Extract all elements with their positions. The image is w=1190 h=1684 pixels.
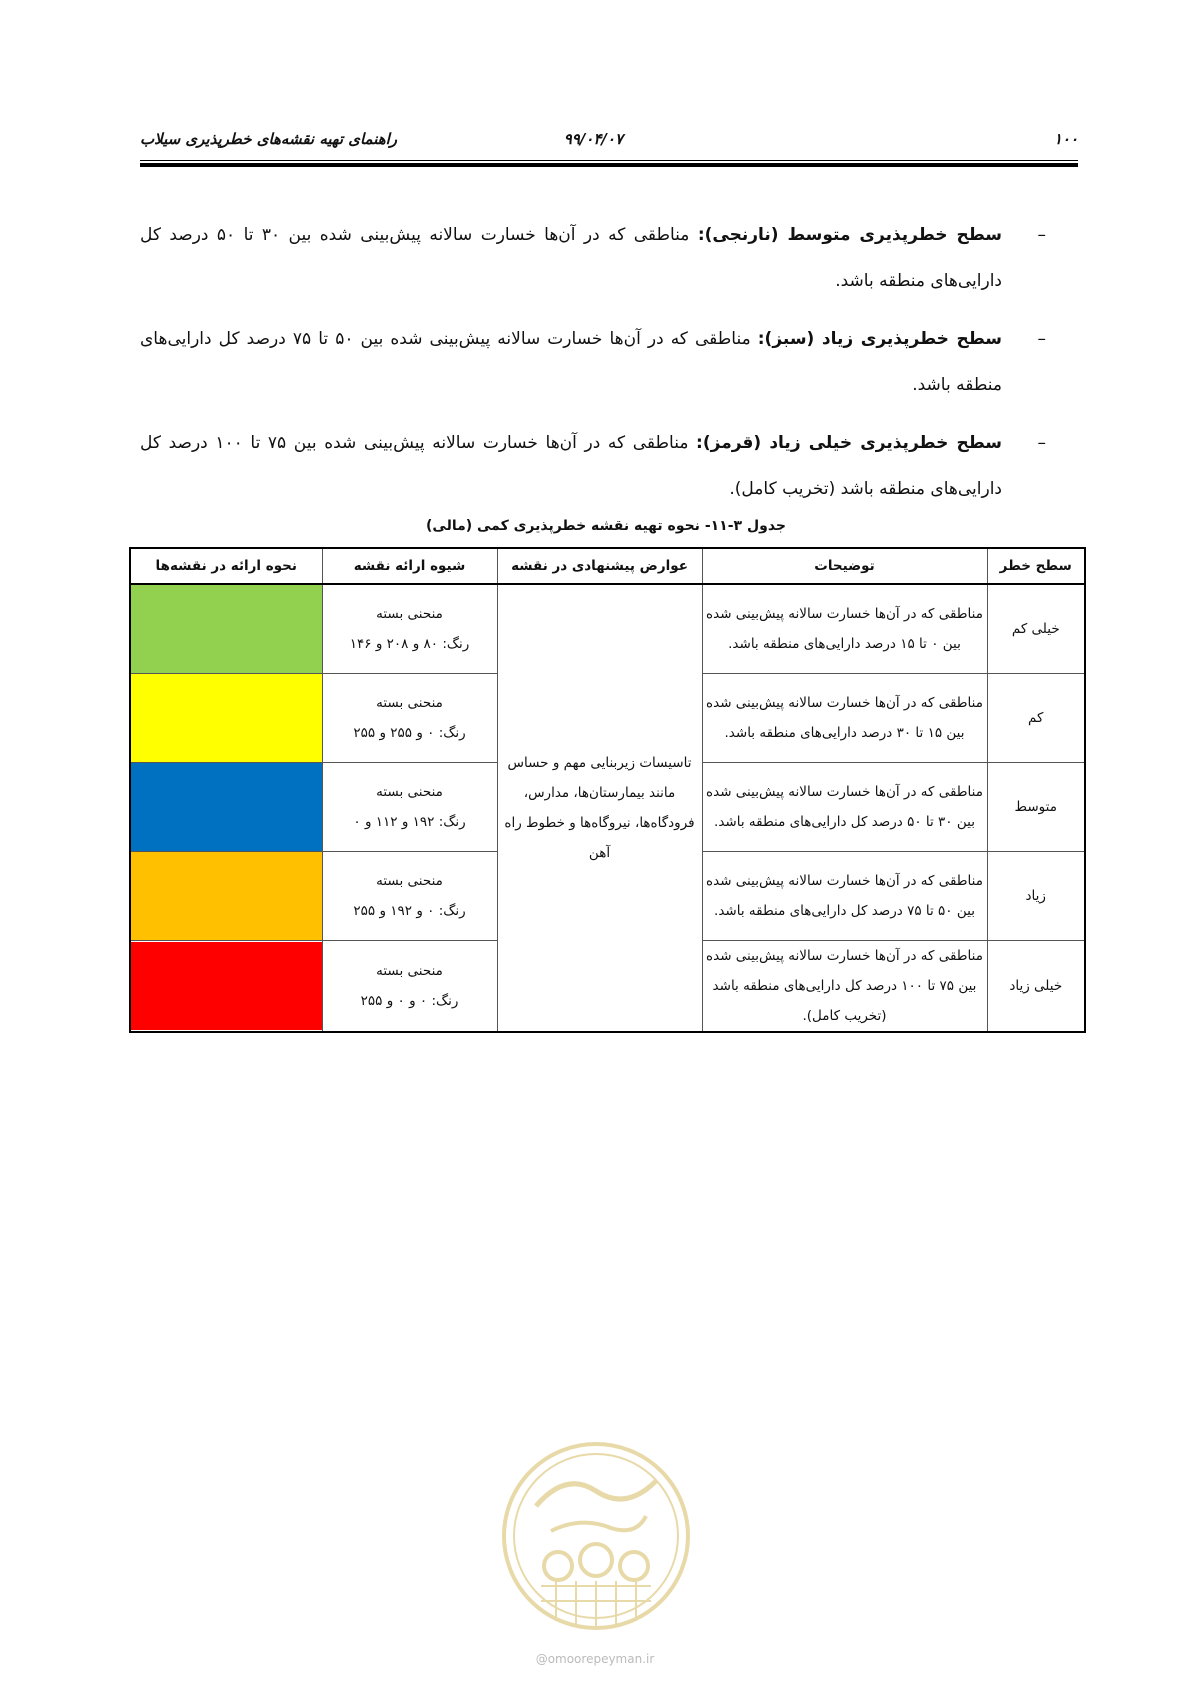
color-swatch [131,763,322,851]
header-rule-thick [140,163,1078,167]
header-rule [140,160,1078,161]
method-color-values: رنگ: ۸۰ و ۲۰۸ و ۱۴۶ [349,636,470,652]
risk-table [129,547,1086,1033]
presentation-cell [130,852,322,941]
map-method [322,852,497,941]
method-color-values: رنگ: ۱۹۲ و ۱۱۲ و ۰ [353,814,466,830]
bullet-dash: – [1037,225,1046,245]
bullet-dash: – [1037,329,1046,349]
color-swatch [131,674,322,762]
risk-level: خیلی زیاد [987,941,1085,1033]
method-color-values: رنگ: ۰ و ۱۹۲ و ۲۵۵ [353,903,466,919]
map-method [322,674,497,763]
method-color-values: رنگ: ۰ و ۰ و ۲۵۵ [360,993,459,1009]
header-map-method: شیوه ارائه نقشه [322,548,497,584]
color-swatch [131,852,322,940]
header-description: توضیحات [702,548,987,584]
header-risk-level: سطح خطر [987,548,1085,584]
method-line: منحنی بسته [376,695,443,711]
watermark-seal-icon [504,1444,688,1628]
map-method [322,584,497,674]
color-swatch [131,942,322,1030]
suggested-features: تاسیسات زیربنایی مهم و حساس مانند بیمارستان‌ها، مدارس، فرودگاه‌ها، نیروگاه‌ها و خطوط راه آهن [497,584,702,1032]
method-line: منحنی بسته [376,873,443,889]
table-caption: جدول ۳-۱۱- نحوه تهیه نقشه خطرپذیری کمی (مالی) [426,518,786,534]
watermark-url: @omoorepeyman.ir [535,1652,655,1666]
risk-level: متوسط [987,763,1085,852]
risk-level: کم [987,674,1085,763]
watermark-logo [496,1436,696,1636]
bullet-term: سطح خطرپذیری متوسط (نارنجی): [697,225,1003,245]
page-number: ۱۰۰ [1053,130,1078,148]
map-method [322,763,497,852]
method-line: منحنی بسته [376,963,443,979]
header-suggested-features: عوارض پیشنهادی در نقشه [497,548,702,584]
presentation-cell [130,763,322,852]
header-title: راهنمای تهیه نقشه‌های خطرپذیری سیلاب [140,130,398,148]
table-row [130,584,1085,674]
risk-description: مناطقی که در آن‌ها خسارت سالانه پیش‌بینی شده بین ۰ تا ۱۵ درصد دارایی‌های منطقه باشد. [702,584,987,674]
risk-level: خیلی کم [987,584,1085,674]
color-swatch [131,585,322,673]
method-line: منحنی بسته [376,606,443,622]
bullet-item [140,420,1046,512]
presentation-cell [130,584,322,674]
bullet-item [140,316,1046,408]
presentation-cell [130,674,322,763]
risk-description: مناطقی که در آن‌ها خسارت سالانه پیش‌بینی شده بین ۳۰ تا ۵۰ درصد کل دارایی‌های منطقه باشد. [702,763,987,852]
header-date: ۹۹/۰۴/۰۷ [563,130,623,148]
method-color-values: رنگ: ۰ و ۲۵۵ و ۲۵۵ [353,725,466,741]
bullet-item [140,212,1046,304]
bullet-list [140,212,1046,524]
risk-description: مناطقی که در آن‌ها خسارت سالانه پیش‌بینی شده بین ۵۰ تا ۷۵ درصد کل دارایی‌های منطقه باشد. [702,852,987,941]
bullet-term: سطح خطرپذیری زیاد (سبز): [757,329,1002,349]
risk-level: زیاد [987,852,1085,941]
bullet-dash: – [1037,433,1046,453]
header-map-presentation: نحوه ارائه در نقشه‌ها [130,548,322,584]
bullet-text: مناطقی که در آن‌ها خسارت سالانه پیش‌بینی شده بین ۳۰ تا ۵۰ درصد کل دارایی‌های منطقه باشد. [140,225,1002,291]
page-header [140,128,1078,156]
method-line: منحنی بسته [376,784,443,800]
bullet-text: مناطقی که در آن‌ها خسارت سالانه پیش‌بینی شده بین ۵۰ تا ۷۵ درصد کل دارایی‌های منطقه باشد. [140,329,1002,395]
presentation-cell [130,941,322,1033]
bullet-term: سطح خطرپذیری خیلی زیاد (قرمز): [696,433,1002,453]
bullet-text: مناطقی که در آن‌ها خسارت سالانه پیش‌بینی شده بین ۷۵ تا ۱۰۰ درصد کل دارایی‌های منطقه باشد (تخریب کامل). [140,433,1002,499]
table-header-row [130,548,1085,584]
risk-description: مناطقی که در آن‌ها خسارت سالانه پیش‌بینی شده بین ۷۵ تا ۱۰۰ درصد کل دارایی‌های منطقه باشد (تخریب کامل). [702,941,987,1033]
map-method [322,941,497,1033]
risk-description: مناطقی که در آن‌ها خسارت سالانه پیش‌بینی شده بین ۱۵ تا ۳۰ درصد دارایی‌های منطقه باشد. [702,674,987,763]
